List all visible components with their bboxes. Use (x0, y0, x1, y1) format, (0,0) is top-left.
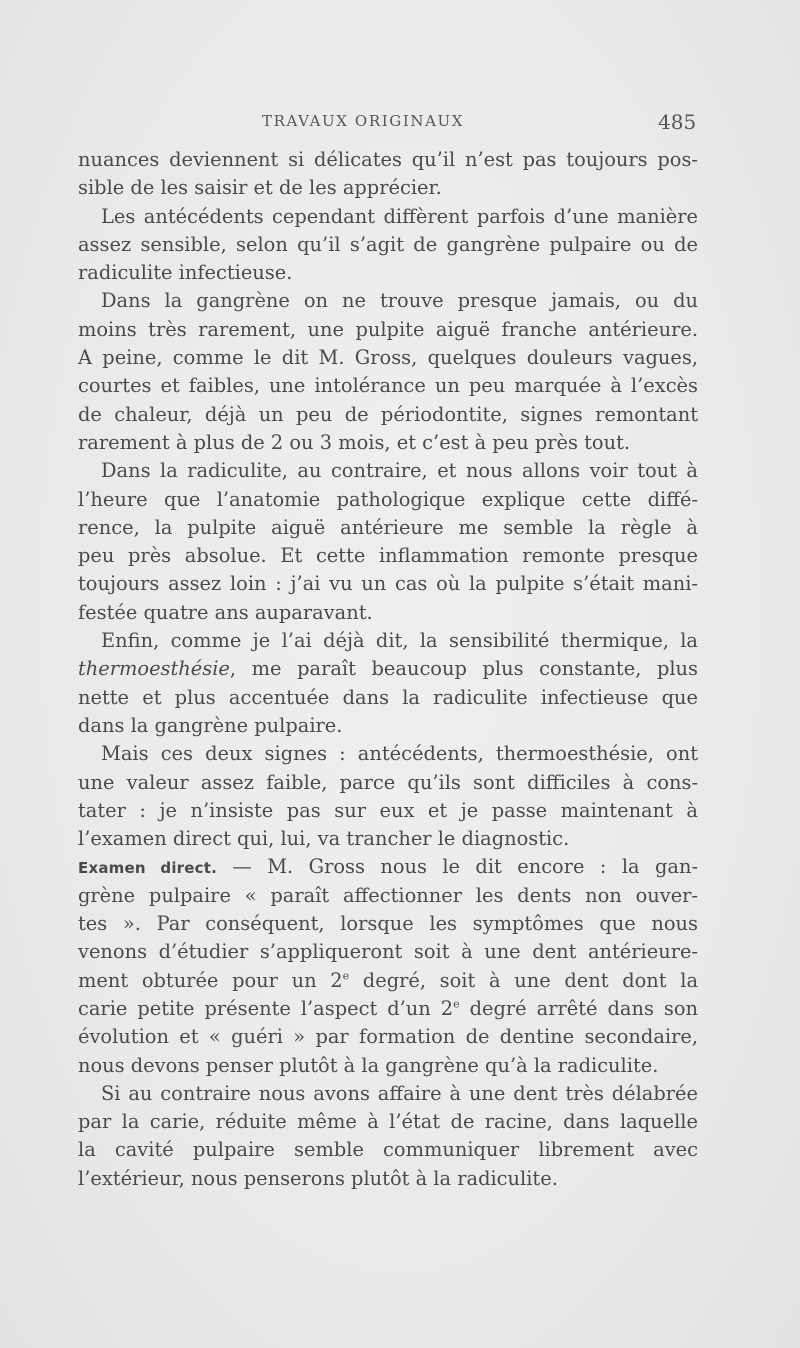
text-line: l’extérieur, nous penserons plutôt à la radiculite. (78, 1166, 558, 1190)
text-line: Si au contraire nous avons affaire à une dent très délabrée (101, 1081, 698, 1105)
text-line: dans la gangrène pulpaire. (78, 713, 343, 737)
text-line: rence, la pulpite aiguë antérieure me semble la règle à (78, 515, 698, 539)
text-line: peu près absolue. Et cette inflammation remonte presque (78, 544, 698, 568)
text-fragment: carie petite présente l’aspect d’un 2 (78, 996, 454, 1020)
text-line: nette et plus accentuée dans la radiculite infectieuse que (78, 685, 698, 709)
text-line: Les antécédents cependant diffèrent parfois d’une manière (101, 204, 698, 228)
text-line (78, 853, 698, 881)
text-line: festée quatre ans auparavant. (78, 600, 373, 624)
text-line (78, 655, 698, 683)
text-line: A peine, comme le dit M. Gross, quelques douleurs vagues, (78, 346, 698, 370)
text-fragment: degré, soit à une dent dont la (349, 968, 698, 992)
text-line: sible de les saisir et de les apprécier. (78, 176, 442, 200)
text-line: Dans la radiculite, au contraire, et nous allons voir tout à (101, 459, 698, 483)
body-text (78, 146, 698, 1193)
text-line: par la carie, réduite même à l’état de racine, dans laquelle (78, 1110, 698, 1134)
text-line: la cavité pulpaire semble communiquer librement avec (78, 1138, 698, 1162)
text-line: rarement à plus de 2 ou 3 mois, et c’est à peu près tout. (78, 430, 631, 454)
page-header (0, 112, 800, 142)
text-line: radiculite infectieuse. (78, 261, 293, 285)
text-line: évolution et « guéri » par formation de dentine secondaire, (78, 1025, 698, 1049)
text-line: courtes et faibles, une intolérance un peu marquée à l’excès (78, 374, 698, 398)
superscript: e (453, 997, 460, 1011)
section-sidehead: Examen direct. (78, 859, 217, 878)
text-line: assez sensible, selon qu’il s’agit de gangrène pulpaire ou de (78, 232, 698, 256)
text-line (78, 967, 698, 995)
superscript: e (342, 969, 350, 983)
text-fragment: , me paraît beaucoup plus constante, plus (229, 657, 698, 681)
text-line: l’examen direct qui, lui, va trancher le diagnostic. (78, 827, 570, 851)
text-line: nuances deviennent si délicates qu’il n’est pas toujours pos- (78, 148, 698, 171)
text-line: grène pulpaire « paraît affectionner les dents non ouver- (78, 883, 698, 907)
text-line: venons d’étudier s’appliqueront soit à une dent antérieure- (78, 940, 698, 964)
italic-term: thermoesthésie (78, 657, 230, 681)
page-number: 485 (658, 110, 697, 134)
text-line: l’heure que l’anatomie pathologique explique cette diffé- (78, 487, 698, 511)
text-line: tater : je n’insiste pas sur eux et je passe maintenant à (78, 798, 698, 822)
text-line (78, 995, 698, 1023)
text-line: Mais ces deux signes : antécédents, thermoesthésie, ont (101, 742, 698, 766)
text-line: nous devons penser plutôt à la gangrène qu’à la radiculite. (78, 1053, 659, 1077)
text-fragment: ment obturée pour un 2 (78, 968, 343, 992)
text-line: toujours assez loin : j’ai vu un cas où la pulpite s’était mani- (78, 572, 698, 596)
running-title: TRAVAUX ORIGINAUX (262, 112, 465, 130)
text-line: de chaleur, déjà un peu de périodontite, signes remontant (78, 402, 698, 426)
text-line: moins très rarement, une pulpite aiguë franche antérieure. (78, 317, 698, 341)
text-line: une valeur assez faible, parce qu’ils sont difficiles à cons- (78, 770, 698, 794)
text-line: Enfin, comme je l’ai déjà dit, la sensibilité thermique, la (101, 629, 698, 653)
text-fragment: degré arrêté dans son (459, 996, 698, 1020)
text-fragment: — M. Gross nous le dit encore : la gan- (217, 855, 698, 879)
text-line: tes ». Par conséquent, lorsque les symptômes que nous (78, 912, 698, 936)
text-line: Dans la gangrène on ne trouve presque jamais, ou du (101, 289, 698, 313)
